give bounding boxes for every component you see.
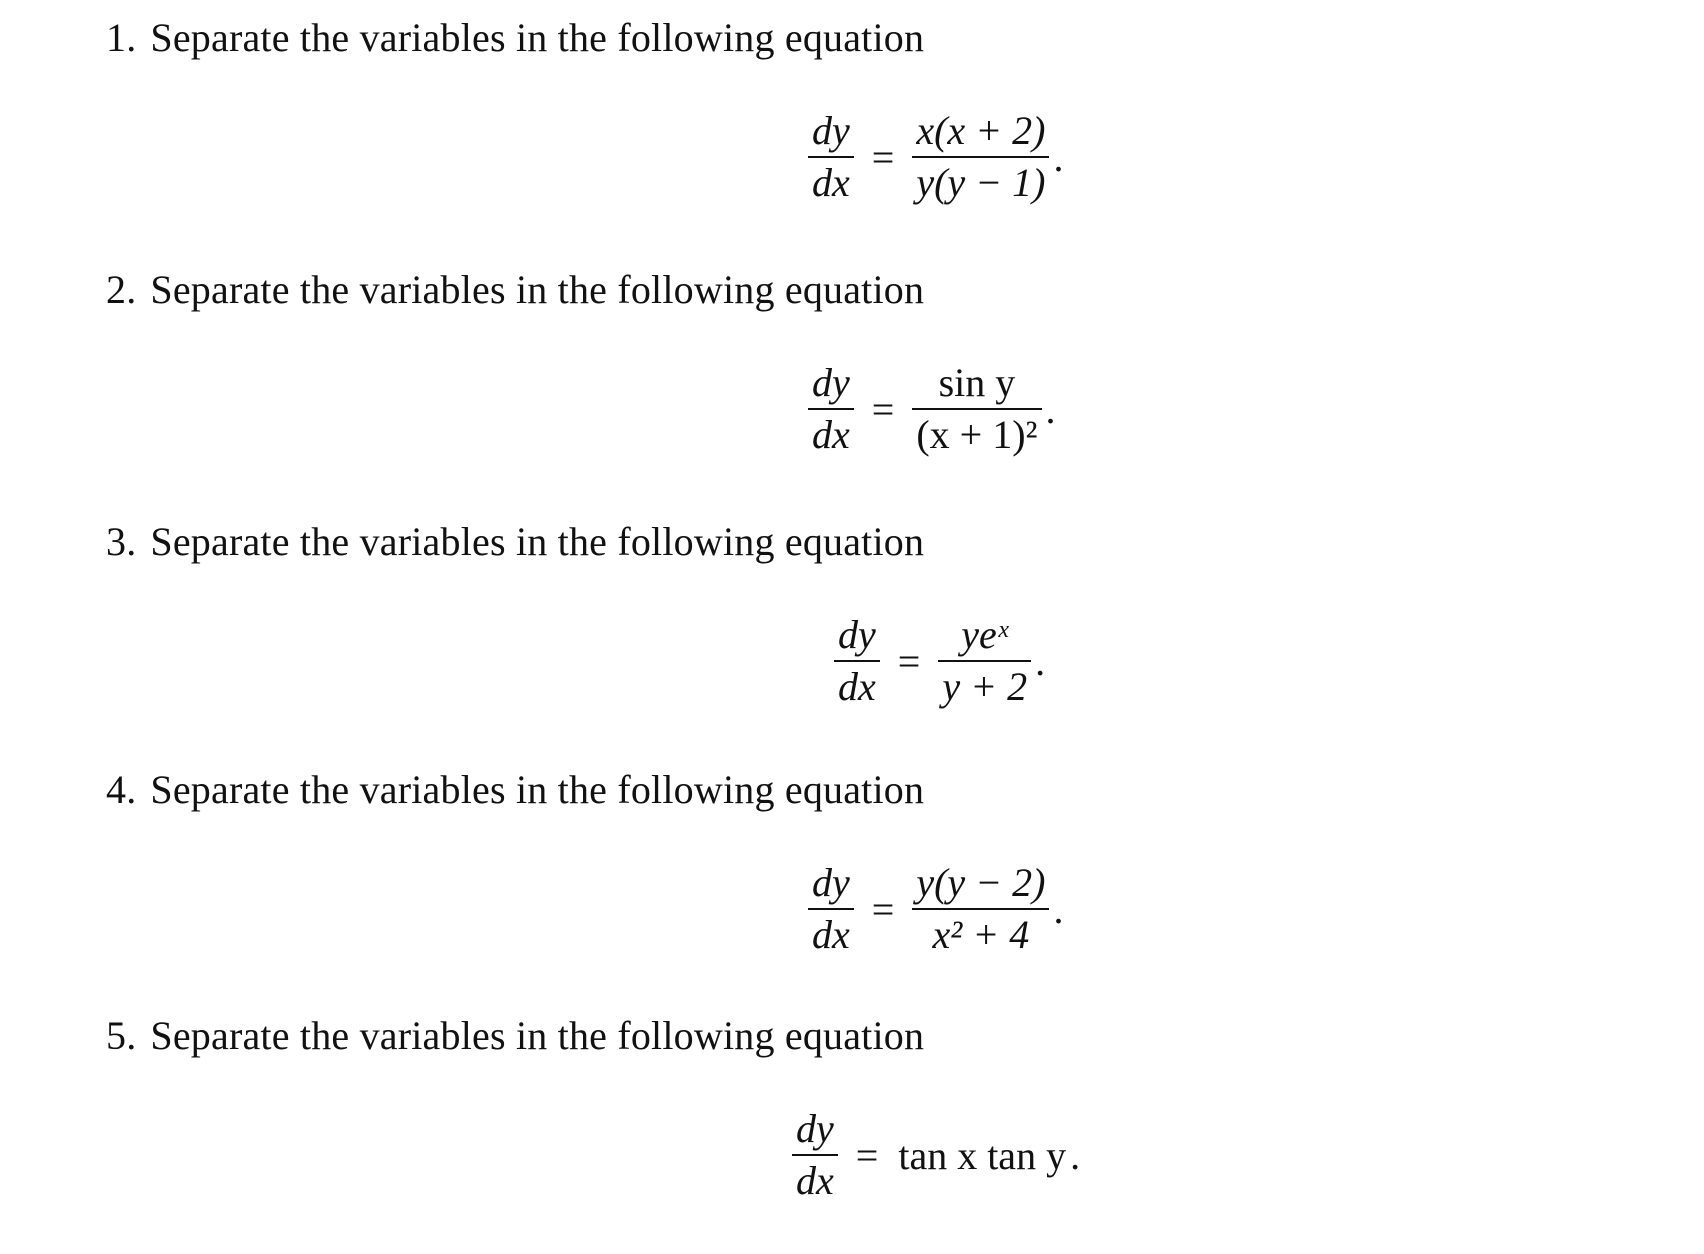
problem-number: 4. — [106, 767, 137, 812]
problem-text: Separate the variables in the following equation — [150, 267, 925, 312]
lhs-fraction — [808, 106, 854, 208]
lhs-fraction — [792, 1104, 838, 1206]
equals-sign: = — [871, 386, 895, 432]
lhs-numerator: dy — [812, 860, 850, 905]
lhs-numerator: dy — [812, 360, 850, 405]
lhs-denominator: dx — [796, 1158, 834, 1203]
problem-text: Separate the variables in the following equation — [150, 15, 925, 60]
lhs-fraction — [834, 610, 880, 712]
lhs-denominator: dx — [812, 160, 850, 205]
lhs-denominator: dx — [838, 664, 876, 709]
lhs-fraction — [808, 358, 854, 460]
problem-text: Separate the variables in the following equation — [150, 519, 925, 564]
problem-statement — [106, 14, 924, 62]
lhs-numerator: dy — [838, 612, 876, 657]
equation — [834, 610, 1045, 712]
rhs-numerator: yeˣ — [961, 612, 1009, 657]
lhs-denominator: dx — [812, 912, 850, 957]
rhs-denominator: y + 2 — [942, 664, 1028, 709]
lhs-numerator: dy — [812, 108, 850, 153]
equation — [808, 106, 1063, 208]
problem-number: 2. — [106, 267, 137, 312]
lhs-fraction — [808, 858, 854, 960]
lhs-numerator: dy — [796, 1106, 834, 1151]
rhs-denominator: y(y − 1) — [916, 160, 1046, 205]
problem-text: Separate the variables in the following equation — [150, 1013, 925, 1058]
rhs-numerator: sin y — [938, 360, 1016, 405]
equation-period: . — [1070, 1132, 1081, 1178]
rhs-fraction — [938, 610, 1031, 712]
equals-sign: = — [855, 1132, 879, 1178]
problem-statement — [106, 266, 924, 314]
equals-sign: = — [897, 638, 921, 684]
problem-statement — [106, 1012, 924, 1060]
equation-period: . — [1045, 386, 1056, 432]
rhs-numerator: y(y − 2) — [916, 860, 1046, 905]
rhs-fraction — [912, 858, 1049, 960]
rhs-denominator: x² + 4 — [932, 912, 1030, 957]
equation-period: . — [1053, 886, 1064, 932]
problem-number: 1. — [106, 15, 137, 60]
equals-sign: = — [871, 886, 895, 932]
equation — [808, 358, 1056, 460]
equation-period: . — [1053, 134, 1064, 180]
equals-sign: = — [871, 134, 895, 180]
problem-statement — [106, 518, 924, 566]
problem-number: 3. — [106, 519, 137, 564]
lhs-denominator: dx — [812, 412, 850, 457]
problem-number: 5. — [106, 1013, 137, 1058]
rhs-numerator: x(x + 2) — [916, 108, 1046, 153]
equation — [808, 858, 1063, 960]
rhs-denominator: (x + 1)² — [916, 412, 1038, 457]
equation — [792, 1104, 1080, 1206]
rhs-fraction — [912, 106, 1049, 208]
rhs-expression: tan x tan y — [898, 1132, 1067, 1178]
problem-text: Separate the variables in the following equation — [150, 767, 925, 812]
rhs-fraction — [912, 358, 1041, 460]
equation-period: . — [1035, 638, 1046, 684]
problem-statement — [106, 766, 924, 814]
